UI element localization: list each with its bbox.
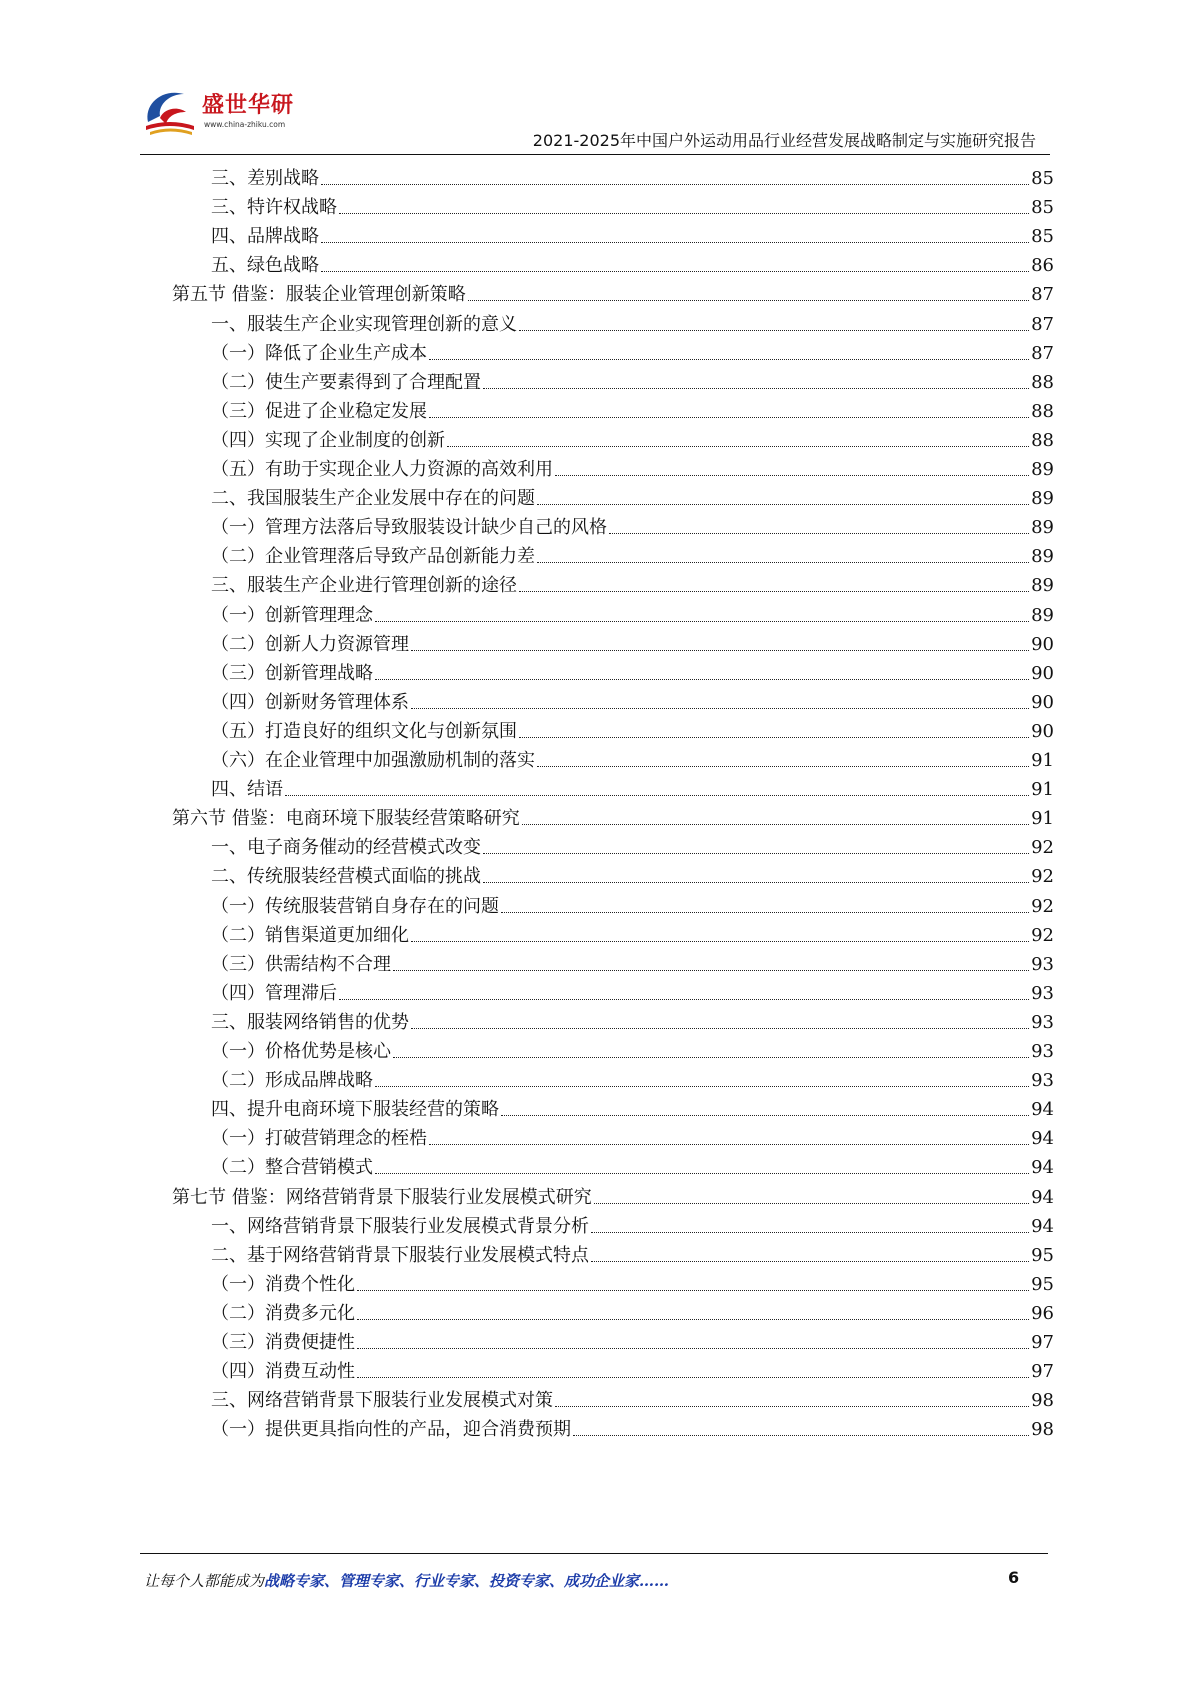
toc-dot-leader xyxy=(375,1173,1029,1174)
page-number: 6 xyxy=(1008,1568,1020,1587)
toc-entry-label: （四）实现了企业制度的创新 xyxy=(211,429,445,451)
toc-entry-label: （四）管理滞后 xyxy=(211,982,337,1004)
toc-entry-page: 89 xyxy=(1031,459,1054,480)
toc-entry-page: 88 xyxy=(1031,400,1054,422)
toc-entry[interactable] xyxy=(211,305,1054,336)
toc-dot-leader xyxy=(411,941,1029,942)
toc-entry-page: 94 xyxy=(1031,1186,1054,1208)
toc-entry-page: 85 xyxy=(1031,168,1054,189)
toc-entry[interactable] xyxy=(211,712,1054,743)
page-header xyxy=(0,0,1191,160)
toc-entry[interactable] xyxy=(211,392,1054,423)
toc-entry-label: 三、网络营销背景下服装行业发展模式对策 xyxy=(211,1390,553,1412)
toc-entry-page: 87 xyxy=(1031,284,1054,306)
toc-dot-leader xyxy=(555,1406,1029,1407)
toc-entry[interactable] xyxy=(211,1381,1054,1412)
toc-entry[interactable] xyxy=(211,916,1054,947)
toc-entry[interactable] xyxy=(211,1003,1054,1034)
toc-dot-leader xyxy=(519,591,1029,592)
toc-entry[interactable] xyxy=(211,537,1054,568)
toc-entry[interactable] xyxy=(211,1061,1054,1092)
toc-entry-label: 一、电子商务催动的经营模式改变 xyxy=(211,837,481,859)
toc-dot-leader xyxy=(411,650,1029,651)
toc-dot-leader xyxy=(357,1348,1029,1349)
toc-dot-leader xyxy=(357,1290,1029,1291)
toc-entry[interactable] xyxy=(211,1119,1054,1150)
toc-dot-leader xyxy=(321,242,1029,243)
toc-dot-leader xyxy=(591,1232,1029,1233)
toc-entry-label: （一）降低了企业生产成本 xyxy=(211,342,427,364)
toc-entry-page: 91 xyxy=(1031,808,1054,830)
toc-entry-page: 98 xyxy=(1031,1390,1054,1412)
toc-dot-leader xyxy=(411,708,1029,709)
toc-entry-label: （二）整合营销模式 xyxy=(211,1157,373,1179)
toc-entry-label: 一、网络营销背景下服装行业发展模式背景分析 xyxy=(211,1215,589,1237)
toc-entry-label: （四）消费互动性 xyxy=(211,1361,355,1383)
toc-entry-label: （三）供需结构不合理 xyxy=(211,953,391,975)
toc-entry[interactable] xyxy=(211,974,1054,1005)
toc-entry-label: 四、提升电商环境下服装经营的策略 xyxy=(211,1099,499,1121)
toc-entry-label: （二）销售渠道更加细化 xyxy=(211,924,409,946)
toc-dot-leader xyxy=(393,1057,1029,1058)
toc-entry[interactable] xyxy=(211,1323,1054,1354)
toc-dot-leader xyxy=(483,853,1029,854)
toc-entry-page: 94 xyxy=(1031,1157,1054,1179)
toc-dot-leader xyxy=(501,1115,1029,1116)
toc-entry-label: 二、基于网络营销背景下服装行业发展模式特点 xyxy=(211,1244,589,1266)
toc-entry-page: 97 xyxy=(1031,1332,1054,1353)
toc-entry-page: 86 xyxy=(1031,255,1054,277)
toc-entry-label: 三、服装网络销售的优势 xyxy=(211,1011,409,1033)
toc-entry-page: 90 xyxy=(1031,691,1054,713)
toc-entry-page: 87 xyxy=(1031,313,1054,335)
toc-entry-label: （二）创新人力资源管理 xyxy=(211,633,409,655)
toc-entry-label: （二）形成品牌战略 xyxy=(211,1070,373,1092)
toc-entry[interactable] xyxy=(211,566,1054,597)
toc-entry-label: （五）有助于实现企业人力资源的高效利用 xyxy=(211,459,553,480)
toc-entry-label: （一）管理方法落后导致服装设计缺少自己的风格 xyxy=(211,517,607,539)
header-divider xyxy=(140,154,1050,155)
toc-entry[interactable] xyxy=(211,1207,1054,1238)
toc-entry-label: 三、特许权战略 xyxy=(211,197,337,219)
toc-entry[interactable] xyxy=(211,217,1054,248)
toc-dot-leader xyxy=(357,1319,1029,1320)
toc-entry[interactable] xyxy=(172,1178,1054,1209)
toc-entry[interactable] xyxy=(211,828,1054,859)
toc-entry[interactable] xyxy=(211,188,1054,219)
toc-dot-leader xyxy=(375,1086,1029,1087)
toc-dot-leader xyxy=(468,300,1029,301)
toc-entry[interactable] xyxy=(211,246,1054,277)
toc-entry-label: 第五节 借鉴：服装企业管理创新策略 xyxy=(172,284,466,306)
toc-entry-label: （一）打破营销理念的桎梏 xyxy=(211,1128,427,1150)
company-logo xyxy=(140,82,320,146)
toc-dot-leader xyxy=(537,504,1029,505)
toc-entry-page: 93 xyxy=(1031,1041,1054,1062)
toc-entry-page: 91 xyxy=(1031,750,1054,771)
toc-entry[interactable] xyxy=(211,508,1054,539)
toc-entry[interactable] xyxy=(211,857,1054,888)
toc-entry-page: 94 xyxy=(1031,1128,1054,1150)
toc-entry[interactable] xyxy=(211,421,1054,452)
toc-entry[interactable] xyxy=(211,945,1054,976)
toc-entry[interactable] xyxy=(211,479,1054,510)
toc-entry[interactable] xyxy=(211,1032,1054,1063)
toc-entry-page: 93 xyxy=(1031,982,1054,1004)
toc-entry-page: 96 xyxy=(1031,1302,1054,1324)
toc-entry[interactable] xyxy=(211,450,1054,481)
toc-entry-page: 89 xyxy=(1031,575,1054,597)
toc-entry[interactable] xyxy=(172,275,1054,306)
toc-entry-label: 四、品牌战略 xyxy=(211,226,319,248)
toc-dot-leader xyxy=(555,475,1029,476)
toc-dot-leader xyxy=(519,330,1029,331)
toc-entry[interactable] xyxy=(211,1148,1054,1179)
logo-name: 盛世华研 xyxy=(202,93,295,118)
toc-dot-leader xyxy=(447,446,1029,447)
footer-highlight: 战略专家、管理专家、行业专家、投资专家、成功企业家…… xyxy=(264,1572,670,1590)
toc-dot-leader xyxy=(537,562,1029,563)
toc-entry[interactable] xyxy=(211,887,1054,918)
toc-entry-label: 三、差别战略 xyxy=(211,168,319,189)
logo-swirl-icon xyxy=(140,82,202,144)
toc-entry-page: 97 xyxy=(1031,1361,1054,1383)
toc-entry[interactable] xyxy=(211,625,1054,656)
toc-entry-page: 93 xyxy=(1031,1070,1054,1092)
toc-entry[interactable] xyxy=(211,1090,1054,1121)
toc-entry-label: 一、服装生产企业实现管理创新的意义 xyxy=(211,313,517,335)
toc-entry-page: 88 xyxy=(1031,429,1054,451)
toc-dot-leader xyxy=(321,184,1029,185)
toc-entry[interactable] xyxy=(211,1410,1054,1441)
toc-entry-label: （一）价格优势是核心 xyxy=(211,1041,391,1062)
toc-entry-label: （一）传统服装营销自身存在的问题 xyxy=(211,895,499,917)
toc-entry-page: 88 xyxy=(1031,371,1054,393)
toc-dot-leader xyxy=(591,1261,1029,1262)
toc-dot-leader xyxy=(483,388,1029,389)
toc-entry-label: （一）消费个性化 xyxy=(211,1273,355,1295)
toc-entry[interactable] xyxy=(211,334,1054,365)
toc-entry-label: 五、绿色战略 xyxy=(211,255,319,277)
toc-dot-leader xyxy=(375,679,1029,680)
toc-entry-page: 92 xyxy=(1031,866,1054,888)
toc-dot-leader xyxy=(429,359,1029,360)
toc-entry[interactable] xyxy=(211,1352,1054,1383)
toc-entry[interactable] xyxy=(211,596,1054,627)
footer-divider xyxy=(140,1553,1048,1554)
toc-entry-page: 92 xyxy=(1031,895,1054,917)
toc-entry-label: （三）创新管理战略 xyxy=(211,662,373,684)
document-title: 2021-2025年中国户外运动用品行业经营发展战略制定与实施研究报告 xyxy=(532,131,1036,150)
toc-entry-page: 89 xyxy=(1031,604,1054,626)
toc-entry-page: 94 xyxy=(1031,1215,1054,1237)
toc-dot-leader xyxy=(375,621,1029,622)
toc-dot-leader xyxy=(393,970,1029,971)
toc-entry-page: 92 xyxy=(1031,924,1054,946)
toc-entry-label: （三）促进了企业稳定发展 xyxy=(211,400,427,422)
toc-entry-label: 第六节 借鉴：电商环境下服装经营策略研究 xyxy=(172,808,520,830)
toc-dot-leader xyxy=(339,999,1029,1000)
toc-entry-page: 92 xyxy=(1031,837,1054,859)
toc-entry[interactable] xyxy=(211,770,1054,801)
toc-entry-page: 98 xyxy=(1031,1419,1054,1441)
toc-entry-page: 89 xyxy=(1031,546,1054,568)
toc-entry-page: 90 xyxy=(1031,662,1054,684)
toc-entry-page: 91 xyxy=(1031,779,1054,801)
toc-dot-leader xyxy=(357,1377,1029,1378)
toc-entry-page: 90 xyxy=(1031,720,1054,742)
toc-entry-label: 二、传统服装经营模式面临的挑战 xyxy=(211,866,481,888)
toc-entry-page: 85 xyxy=(1031,197,1054,219)
logo-url: www.china-zhiku.com xyxy=(204,120,286,129)
toc-entry-label: 四、结语 xyxy=(211,779,283,801)
toc-entry-page: 87 xyxy=(1031,342,1054,364)
footer-prefix: 让每个人都能成为 xyxy=(144,1572,265,1590)
toc-entry[interactable] xyxy=(172,799,1054,830)
toc-entry-label: （三）消费便捷性 xyxy=(211,1332,355,1353)
toc-entry-page: 95 xyxy=(1031,1244,1054,1266)
toc-entry[interactable] xyxy=(211,363,1054,394)
toc-dot-leader xyxy=(519,737,1029,738)
toc-entry-page: 93 xyxy=(1031,953,1054,975)
toc-entry[interactable] xyxy=(211,159,1054,190)
toc-dot-leader xyxy=(537,766,1029,767)
toc-entry[interactable] xyxy=(211,654,1054,685)
toc-dot-leader xyxy=(522,824,1029,825)
toc-dot-leader xyxy=(501,912,1029,913)
toc-entry-label: （一）创新管理理念 xyxy=(211,604,373,626)
toc-entry-label: （二）企业管理落后导致产品创新能力差 xyxy=(211,546,535,568)
footer-slogan xyxy=(144,1570,669,1591)
toc-entry-label: （二）使生产要素得到了合理配置 xyxy=(211,371,481,393)
toc-entry-label: 二、我国服装生产企业发展中存在的问题 xyxy=(211,488,535,510)
toc-entry[interactable] xyxy=(211,1236,1054,1267)
toc-dot-leader xyxy=(429,1144,1029,1145)
toc-entry-label: （四）创新财务管理体系 xyxy=(211,691,409,713)
toc-entry[interactable] xyxy=(211,741,1054,772)
toc-dot-leader xyxy=(285,795,1029,796)
toc-entry-label: 三、服装生产企业进行管理创新的途径 xyxy=(211,575,517,597)
toc-entry[interactable] xyxy=(211,1265,1054,1296)
toc-entry-label: 第七节 借鉴：网络营销背景下服装行业发展模式研究 xyxy=(172,1186,592,1208)
toc-entry[interactable] xyxy=(211,1294,1054,1325)
toc-entry-page: 85 xyxy=(1031,226,1054,248)
toc-entry-label: （六）在企业管理中加强激励机制的落实 xyxy=(211,750,535,771)
toc-dot-leader xyxy=(339,213,1029,214)
toc-dot-leader xyxy=(594,1203,1029,1204)
toc-entry-page: 89 xyxy=(1031,488,1054,510)
toc-dot-leader xyxy=(411,1028,1029,1029)
toc-entry-label: （一）提供更具指向性的产品，迎合消费预期 xyxy=(211,1419,571,1441)
toc-entry-page: 93 xyxy=(1031,1011,1054,1033)
toc-entry[interactable] xyxy=(211,683,1054,714)
toc-entry-label: （五）打造良好的组织文化与创新氛围 xyxy=(211,720,517,742)
toc-entry-page: 95 xyxy=(1031,1273,1054,1295)
toc-dot-leader xyxy=(609,533,1029,534)
toc-dot-leader xyxy=(573,1435,1029,1436)
toc-dot-leader xyxy=(321,271,1029,272)
toc-entry-page: 90 xyxy=(1031,633,1054,655)
toc-dot-leader xyxy=(483,882,1029,883)
toc-entry-label: （二）消费多元化 xyxy=(211,1302,355,1324)
toc-entry-page: 89 xyxy=(1031,517,1054,539)
toc-dot-leader xyxy=(429,417,1029,418)
toc-entry-page: 94 xyxy=(1031,1099,1054,1121)
